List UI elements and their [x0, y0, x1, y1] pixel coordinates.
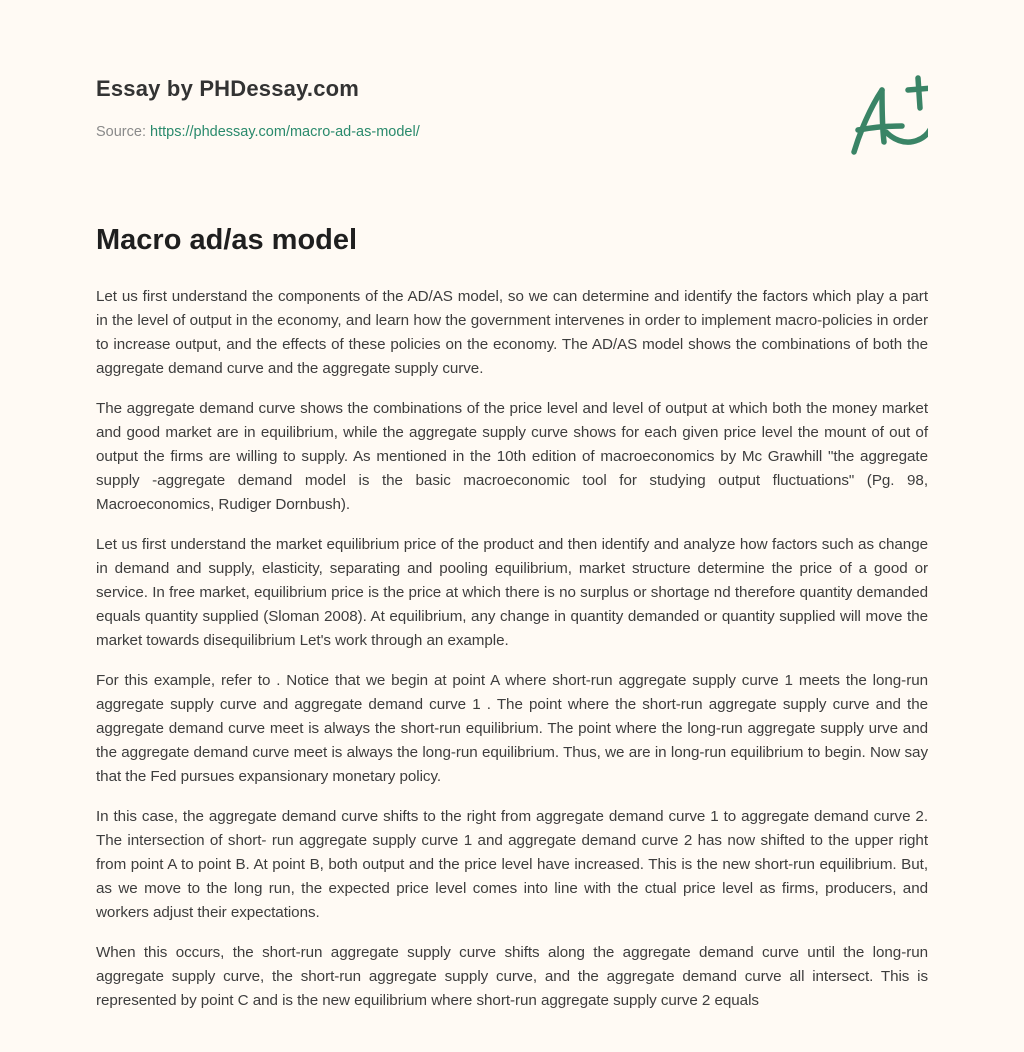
paragraph: The aggregate demand curve shows the combinations of the price level and level of output at which both the money market and good market are in equilibrium, while the aggregate supply curve shows for each given price level the mount of out of output the firms are willing to supply. As mentioned in the 10th edition of macroeconomics by Mc Grawhill "the aggregate supply -aggregate demand model is the basic macroeconomic tool for studying output fluctuations" (Pg. 98, Macroeconomics, Rudiger Dornbush).: [96, 400, 928, 513]
a-plus-logo-svg: [824, 68, 928, 164]
paragraph: When this occurs, the short-run aggregate supply curve shifts along the aggregate demand curve until the long-run aggregate supply curve, the short-run aggregate supply curve, and the aggregate demand curve all intersect. This is represented by point C and is the new equilibrium where short-run aggregate supply curve 2 equals: [96, 944, 928, 1009]
document-title: Macro ad/as model: [96, 224, 358, 256]
source-link[interactable]: https://phdessay.com/macro-ad-as-model/: [150, 124, 420, 140]
paragraph: For this example, refer to . Notice that we begin at point A where short-run aggregate supply curve 1 meets the long-run aggregate supply curve and aggregate demand curve 1 . The point where the short-run aggregate supply curve and the aggregate demand curve meet is always the short-run equilibrium. The point where the long-run aggregate supply urve and the aggregate demand curve meet is always the long-run equilibrium. Thus, we are in long-run equilibrium to begin. Now say that the Fed pursues expansionary monetary policy.: [96, 672, 928, 785]
page-header: [96, 74, 928, 184]
paragraph: Let us first understand the market equilibrium price of the product and then identify and analyze how factors such as change in demand and supply, elasticity, separating and pooling equilibrium, market structure determine the price of a good or service. In free market, equilibrium price is the price at which there is no surplus or shortage nd therefore quantity demanded equals quantity supplied (Sloman 2008). At equilibrium, any change in quantity demanded or quantity supplied will move the market towards disequilibrium Let's work through an example.: [96, 536, 928, 649]
source-line: [96, 124, 420, 140]
paragraph: In this case, the aggregate demand curve shifts to the right from aggregate demand curve 1 to aggregate demand curve 2. The intersection of short- run aggregate supply curve 1 and aggregate demand curve 2 has now shifted to the upper right from point A to point B. At point B, both output and the price level have increased. This is the new short-run equilibrium. But, as we move to the long run, the expected price level comes into line with the ctual price level as firms, producers, and workers adjust their expectations.: [96, 808, 928, 921]
a-plus-grade-icon: [824, 68, 928, 164]
essay-body: [96, 285, 928, 1029]
source-label: Source:: [96, 124, 146, 140]
paragraph: Let us first understand the components of the AD/AS model, so we can determine and identify the factors which play a part in the level of output in the economy, and learn how the government intervenes in order to implement macro-policies in order to increase output, and the effects of these policies on the economy. The AD/AS model shows the combinations of both the aggregate demand curve and the aggregate supply curve.: [96, 288, 928, 377]
site-title: Essay by PHDessay.com: [96, 76, 360, 101]
